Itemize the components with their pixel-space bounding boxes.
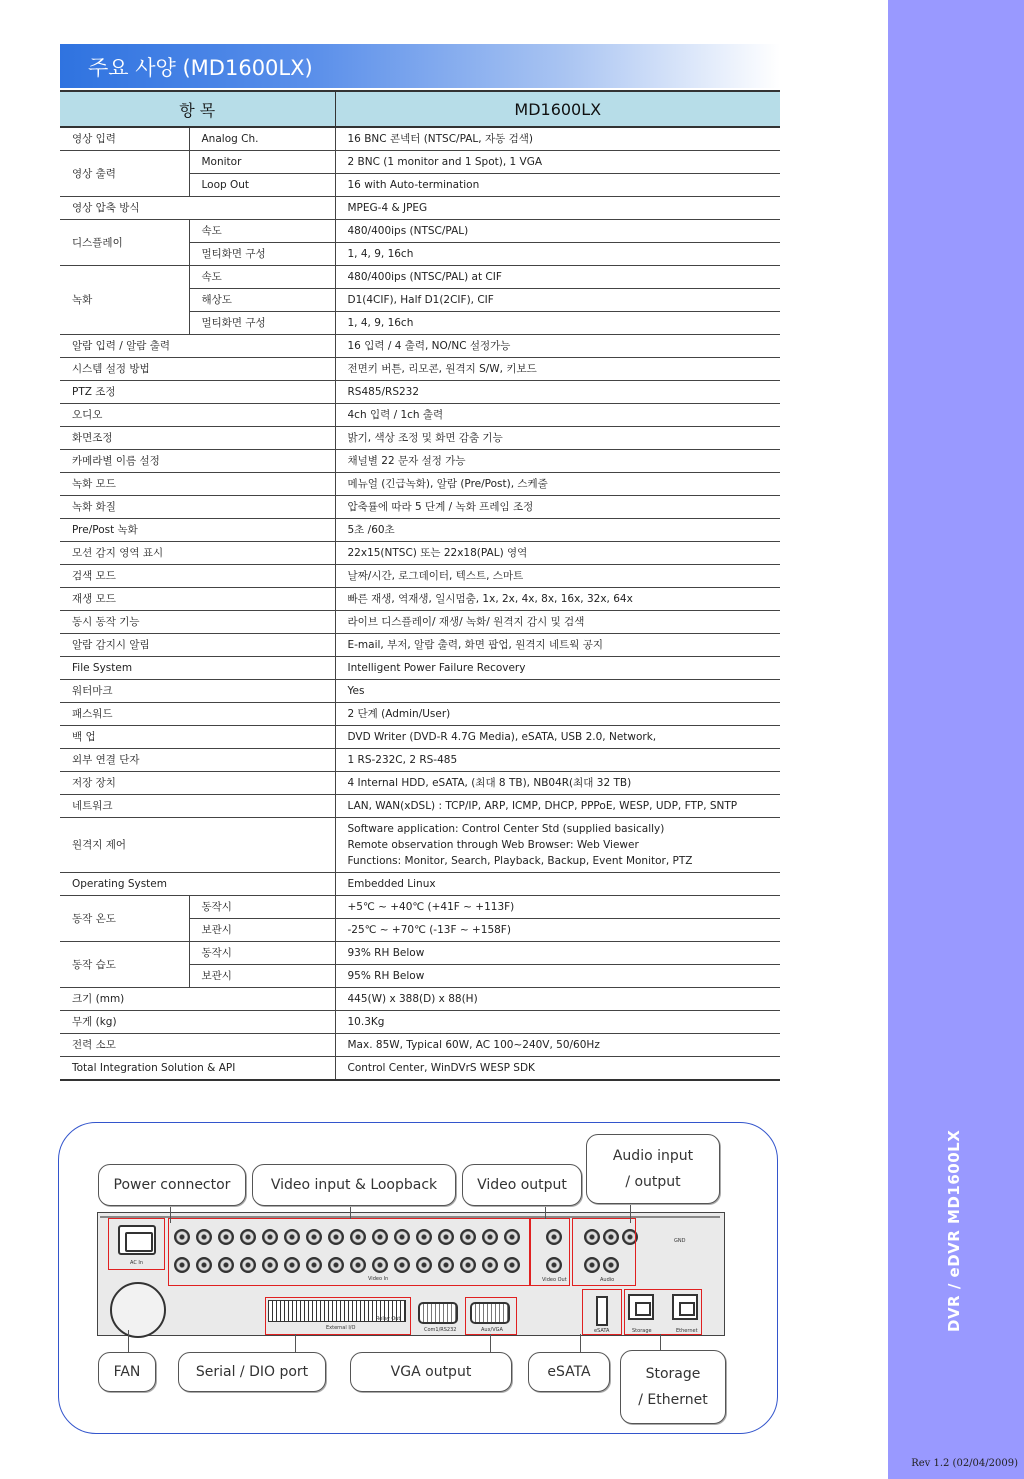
row-sublabel: 속도: [189, 220, 335, 243]
highlight-video-out: [530, 1218, 570, 1286]
side-vertical-title: DVR / eDVR MD1600LX: [945, 1129, 963, 1332]
row-sublabel: 보관시: [189, 965, 335, 988]
row-value: MPEG-4 & JPEG: [335, 197, 780, 220]
table-row: [60, 657, 780, 680]
video-in-label: Video In: [368, 1276, 389, 1282]
table-row: [60, 565, 780, 588]
row-value: 1, 4, 9, 16ch: [335, 243, 780, 266]
row-label: 영상 입력: [60, 127, 189, 151]
row-value: 93% RH Below: [335, 942, 780, 965]
row-value: 채널별 22 문자 설정 가능: [335, 450, 780, 473]
row-value: Yes: [335, 680, 780, 703]
table-row: [60, 772, 780, 795]
row-label: 모션 감지 영역 표시: [60, 542, 335, 565]
table-row: [60, 450, 780, 473]
row-value: 445(W) x 388(D) x 88(H): [335, 988, 780, 1011]
table-row: [60, 818, 780, 873]
table-row: [60, 427, 780, 450]
table-row: [60, 358, 780, 381]
table-row: [60, 942, 780, 965]
row-label: 동작 습도: [60, 942, 189, 988]
row-value: Intelligent Power Failure Recovery: [335, 657, 780, 680]
vga-label: Aux/VGA: [481, 1327, 503, 1333]
row-label: 알람 감지시 알림: [60, 634, 335, 657]
row-label: Total Integration Solution & API: [60, 1057, 335, 1081]
table-row: [60, 197, 780, 220]
row-label: 저장 장치: [60, 772, 335, 795]
row-label: 크기 (mm): [60, 988, 335, 1011]
row-sublabel: Analog Ch.: [189, 127, 335, 151]
row-label: 화면조정: [60, 427, 335, 450]
row-label: PTZ 조정: [60, 381, 335, 404]
row-label: 원격지 제어: [60, 818, 335, 873]
row-value: 1, 4, 9, 16ch: [335, 312, 780, 335]
row-value: 16 BNC 콘넥터 (NTSC/PAL, 자동 검색): [335, 127, 780, 151]
table-row: [60, 220, 780, 243]
row-value: 4ch 입력 / 1ch 출력: [335, 404, 780, 427]
callout-line: [170, 1205, 171, 1223]
callout-line: [630, 1203, 631, 1223]
table-row: [60, 496, 780, 519]
row-sublabel: 해상도: [189, 289, 335, 312]
row-value: Embedded Linux: [335, 873, 780, 896]
row-label: 동시 동작 기능: [60, 611, 335, 634]
table-row: [60, 795, 780, 818]
callout-storage-ethernet: [620, 1350, 726, 1424]
audio-label: Audio: [600, 1277, 615, 1283]
highlight-esata: [582, 1289, 622, 1335]
table-row: [60, 634, 780, 657]
row-sublabel: 동작시: [189, 942, 335, 965]
row-value: 16 with Auto-termination: [335, 174, 780, 197]
row-label: 동작 온도: [60, 896, 189, 942]
row-value: RS485/RS232: [335, 381, 780, 404]
highlight-video-in: [168, 1218, 530, 1286]
table-row: [60, 519, 780, 542]
table-row: [60, 726, 780, 749]
table-row: [60, 266, 780, 289]
row-label: Operating System: [60, 873, 335, 896]
row-label: 영상 출력: [60, 151, 189, 197]
highlight-audio: [572, 1218, 636, 1286]
row-label: 녹화 모드: [60, 473, 335, 496]
highlight-storage: [624, 1289, 702, 1335]
row-sublabel: 속도: [189, 266, 335, 289]
table-row: [60, 1011, 780, 1034]
callout-line: [490, 1334, 491, 1354]
revision-label: Rev 1.2 (02/04/2009): [911, 1458, 1018, 1469]
callout-video-input: Video input & Loopback: [252, 1164, 456, 1206]
row-value: 22x15(NTSC) 또는 22x18(PAL) 영역: [335, 542, 780, 565]
callout-vga-output: VGA output: [350, 1352, 512, 1392]
row-value: Control Center, WinDVrS WESP SDK: [335, 1057, 780, 1081]
header-model: MD1600LX: [335, 91, 780, 127]
row-label: 알람 입력 / 알람 출력: [60, 335, 335, 358]
row-value: 1 RS-232C, 2 RS-485: [335, 749, 780, 772]
table-row: [60, 703, 780, 726]
table-row: [60, 873, 780, 896]
row-label: 네트워크: [60, 795, 335, 818]
row-value: 전면키 버튼, 리모콘, 원격지 S/W, 키보드: [335, 358, 780, 381]
row-value: 95% RH Below: [335, 965, 780, 988]
row-label: 검색 모드: [60, 565, 335, 588]
row-label: 녹화: [60, 266, 189, 335]
highlight-serial: [265, 1297, 411, 1335]
row-label: Pre/Post 녹화: [60, 519, 335, 542]
row-sublabel: 멀티화면 구성: [189, 243, 335, 266]
table-row: [60, 127, 780, 151]
row-value: 라이브 디스플레이/ 재생/ 녹화/ 원격지 감시 및 검색: [335, 611, 780, 634]
external-io-label: External I/O: [326, 1325, 356, 1331]
row-value: 날짜/시간, 로그데이터, 텍스트, 스마트: [335, 565, 780, 588]
row-label: File System: [60, 657, 335, 680]
row-value: D1(4CIF), Half D1(2CIF), CIF: [335, 289, 780, 312]
row-sublabel: Loop Out: [189, 174, 335, 197]
relay-out-label: Relay Out: [376, 1316, 401, 1322]
callout-fan: FAN: [98, 1352, 156, 1392]
callout-esata: eSATA: [528, 1352, 610, 1392]
row-value: 4 Internal HDD, eSATA, (최대 8 TB), NB04R(최대 32 TB): [335, 772, 780, 795]
table-row: [60, 1034, 780, 1057]
row-label: 백 업: [60, 726, 335, 749]
row-value: 16 입력 / 4 출력, NO/NC 설정가능: [335, 335, 780, 358]
table-row: [60, 588, 780, 611]
callout-audio-line2: / output: [625, 1174, 681, 1190]
row-value-line: Remote observation through Web Browser: Web Viewer: [347, 839, 639, 851]
row-value: 2 BNC (1 monitor and 1 Spot), 1 VGA: [335, 151, 780, 174]
row-value: DVD Writer (DVD-R 4.7G Media), eSATA, USB 2.0, Network,: [335, 726, 780, 749]
header-item: 항 목: [60, 91, 335, 127]
row-label: 워터마크: [60, 680, 335, 703]
row-value: E-mail, 부저, 알람 출력, 화면 팝업, 원격지 네트웍 공지: [335, 634, 780, 657]
row-value: 메뉴얼 (긴급녹화), 알람 (Pre/Post), 스케줄: [335, 473, 780, 496]
esata-label: eSATA: [594, 1328, 610, 1334]
callout-line: [580, 1334, 581, 1354]
callout-serial-dio: Serial / DIO port: [178, 1352, 326, 1392]
row-label: 전력 소모: [60, 1034, 335, 1057]
row-sublabel: 동작시: [189, 896, 335, 919]
row-value: 빠른 재생, 역재생, 일시멈춤, 1x, 2x, 4x, 8x, 16x, 32x, 64x: [335, 588, 780, 611]
table-row: [60, 404, 780, 427]
row-value: [335, 818, 780, 873]
row-label: 재생 모드: [60, 588, 335, 611]
table-row: [60, 680, 780, 703]
video-out-label: Video Out: [542, 1277, 567, 1283]
page-title: 주요 사양 (MD1600LX): [88, 56, 313, 80]
callout-video-output: Video output: [462, 1164, 582, 1206]
row-sublabel: Monitor: [189, 151, 335, 174]
table-row: [60, 473, 780, 496]
row-value: 480/400ips (NTSC/PAL): [335, 220, 780, 243]
row-label: 패스워드: [60, 703, 335, 726]
table-row: [60, 335, 780, 358]
row-label: 오디오: [60, 404, 335, 427]
row-value: 480/400ips (NTSC/PAL) at CIF: [335, 266, 780, 289]
callout-audio-line1: Audio input: [612, 1148, 694, 1164]
table-row: [60, 381, 780, 404]
row-label: 디스플레이: [60, 220, 189, 266]
highlight-power: [108, 1218, 165, 1270]
row-value-line: Software application: Control Center Std (supplied basically): [347, 823, 665, 835]
callout-storage-line1: Storage: [645, 1366, 701, 1382]
com-label: Com1/RS232: [424, 1327, 457, 1333]
callout-storage-line2: / Ethernet: [638, 1392, 708, 1408]
ac-in-label: AC In: [130, 1260, 144, 1266]
spec-table: [60, 90, 780, 1081]
row-value: -25℃ ~ +70℃ (-13F ~ +158F): [335, 919, 780, 942]
fan-icon: [110, 1282, 166, 1338]
storage-label: Storage: [632, 1328, 652, 1334]
table-row: [60, 749, 780, 772]
table-row: [60, 896, 780, 919]
callout-audio: [586, 1134, 720, 1204]
row-value: 압축률에 따라 5 단계 / 녹화 프레임 조정: [335, 496, 780, 519]
highlight-vga: [465, 1297, 517, 1335]
callout-power-connector: Power connector: [98, 1164, 246, 1206]
row-label: 녹화 화질: [60, 496, 335, 519]
table-row: [60, 988, 780, 1011]
row-value: Max. 85W, Typical 60W, AC 100~240V, 50/60Hz: [335, 1034, 780, 1057]
row-label: 시스템 설정 방법: [60, 358, 335, 381]
row-value: 밝기, 색상 조정 및 화면 감춤 기능: [335, 427, 780, 450]
row-label: 외부 연결 단자: [60, 749, 335, 772]
row-value: 10.3Kg: [335, 1011, 780, 1034]
row-sublabel: 멀티화면 구성: [189, 312, 335, 335]
row-value: LAN, WAN(xDSL) : TCP/IP, ARP, ICMP, DHCP, PPPoE, WESP, UDP, FTP, SNTP: [335, 795, 780, 818]
table-row: [60, 151, 780, 174]
table-row: [60, 1057, 780, 1081]
row-label: 카메라별 이름 설정: [60, 450, 335, 473]
gnd-label: GND: [674, 1238, 686, 1244]
row-value: +5℃ ~ +40℃ (+41F ~ +113F): [335, 896, 780, 919]
table-row: [60, 611, 780, 634]
row-label: 무게 (kg): [60, 1011, 335, 1034]
callout-line: [545, 1205, 546, 1219]
com-port-icon: [418, 1302, 458, 1324]
callout-line: [350, 1205, 351, 1219]
row-value: 5초 /60초: [335, 519, 780, 542]
ethernet-label: Ethernet: [676, 1328, 698, 1334]
row-label: 영상 압축 방식: [60, 197, 335, 220]
table-row: [60, 542, 780, 565]
row-sublabel: 보관시: [189, 919, 335, 942]
title-bar: [60, 44, 780, 88]
callout-line: [295, 1334, 296, 1354]
row-value-line: Functions: Monitor, Search, Playback, Backup, Event Monitor, PTZ: [347, 855, 693, 867]
row-value: 2 단계 (Admin/User): [335, 703, 780, 726]
